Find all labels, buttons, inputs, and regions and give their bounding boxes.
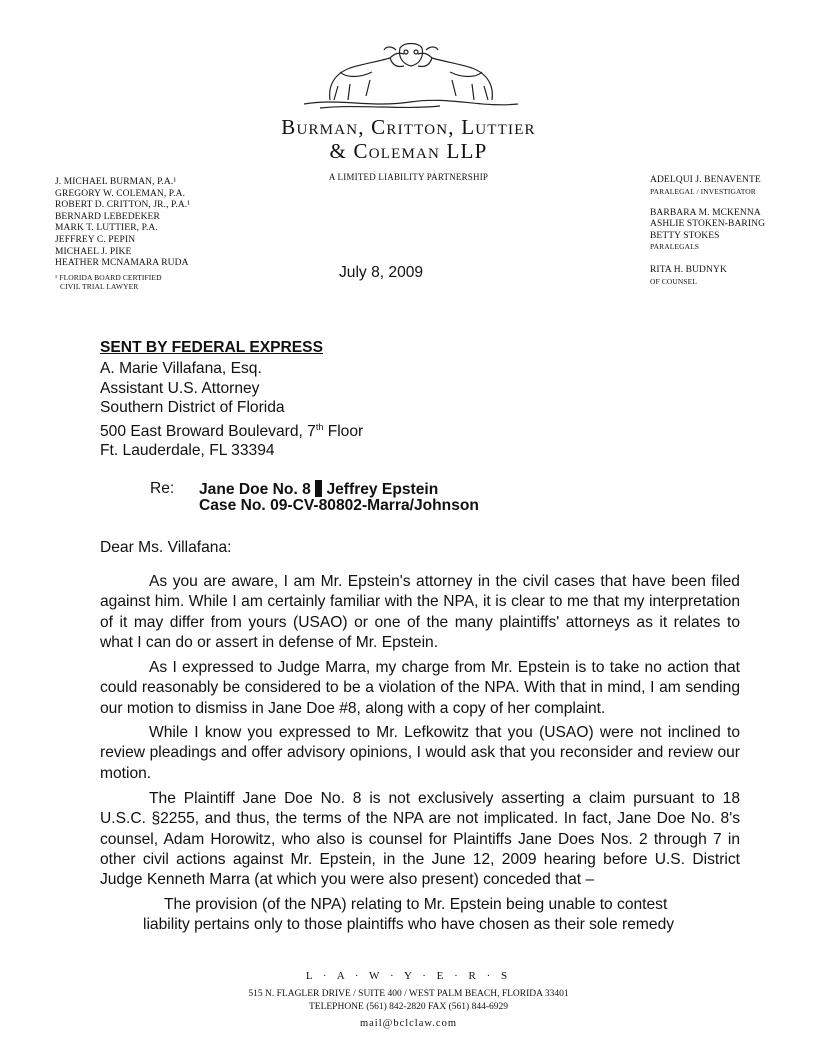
re-label: Re: bbox=[150, 480, 175, 497]
delivery-method: SENT BY FEDERAL EXPRESS bbox=[100, 339, 323, 356]
re-line-2: Case No. 09-CV-80802-Marra/Johnson bbox=[199, 497, 479, 514]
recipient-title: Assistant U.S. Attorney bbox=[100, 379, 260, 397]
footer-address: 515 N. FLAGLER DRIVE / SUITE 400 / WEST PALM BEACH, FLORIDA 33401 bbox=[248, 989, 569, 999]
board-note: CIVIL TRIAL LAWYER bbox=[60, 281, 139, 291]
attorney-name: GREGORY W. COLEMAN, P.A. bbox=[55, 188, 186, 199]
footer-email: mail@bclclaw.com bbox=[359, 1018, 457, 1029]
logo-bulls-icon bbox=[300, 38, 522, 112]
staff-name: BARBARA M. MCKENNA bbox=[650, 207, 761, 218]
attorney-name: MARK T. LUTTIER, P.A. bbox=[55, 223, 158, 234]
footer-phone: TELEPHONE (561) 842-2820 FAX (561) 844-6929 bbox=[308, 1002, 509, 1012]
staff-name: ASHLIE STOKEN-BARING bbox=[650, 219, 766, 230]
attorney-name: HEATHER MCNAMARA RUDA bbox=[55, 258, 189, 269]
recipient-street: 500 East Broward Boulevard, 7th Floor bbox=[100, 421, 364, 440]
letterhead-footer bbox=[0, 970, 817, 1029]
letter-date: July 8, 2009 bbox=[339, 264, 424, 281]
attorney-name: ROBERT D. CRITTON, JR., P.A.¹ bbox=[55, 200, 191, 211]
recipient-city: Ft. Lauderdale, FL 33394 bbox=[100, 442, 275, 460]
firm-name-line2: & Coleman LLP bbox=[329, 139, 488, 163]
staff-role: PARALEGALS bbox=[650, 242, 700, 252]
staff-name: RITA H. BUDNYK bbox=[650, 265, 727, 276]
quote-line: The provision (of the NPA) relating to Mr. Epstein being unable to contest bbox=[164, 896, 668, 913]
staff-list bbox=[650, 175, 765, 287]
salutation: Dear Ms. Villafana: bbox=[100, 539, 232, 556]
body-paragraph-4: The Plaintiff Jane Doe No. 8 is not exclusively asserting a claim pursuant to 18 U.S.C. §2255, and thus, the terms of the NPA are not implicated. In fact, Jane Doe No. 8's counsel, Adam Horowitz, who also is counsel for Plaintiffs Jane Does Nos. 2 through 7 in other civil actions against Mr. Epstein, in the June 12, 2009 hearing before U.S. District Judge Kenneth Marra (at which you were also present) conceded that – bbox=[100, 790, 740, 889]
body-paragraph-3: While I know you expressed to Mr. Lefkowitz that you (USAO) were not inclined to review pleadings and offer advisory opinions, I would ask that you reconsider and review our motion. bbox=[100, 724, 740, 782]
recipient-name: A. Marie Villafana, Esq. bbox=[100, 360, 262, 377]
attorney-list bbox=[55, 177, 190, 291]
firm-subtitle: A LIMITED LIABILITY PARTNERSHIP bbox=[328, 172, 489, 182]
recipient-address bbox=[100, 359, 363, 461]
attorney-name: BERNARD LEBEDEKER bbox=[55, 211, 160, 222]
footer-lawyers: L · A · W · Y · E · R · S bbox=[305, 970, 512, 982]
recipient-office: Southern District of Florida bbox=[100, 399, 285, 416]
staff-name: BETTY STOKES bbox=[650, 230, 720, 241]
body-paragraph-1: As you are aware, I am Mr. Epstein's attorney in the civil cases that have been filed against him. While I am certainly familiar with the NPA, it is clear to me that my interpretation of it may differ from yours (USAO) or one of the many plaintiffs' attorneys as it relates to what I can do or assert in defense of Mr. Epstein. bbox=[100, 573, 740, 651]
quote-line: liability pertains only to those plaintiffs who have chosen as their sole remedy bbox=[143, 916, 675, 933]
re-line-1: Jane Doe No. 8 Jeffrey Epstein bbox=[199, 481, 439, 498]
attorney-name: MICHAEL J. PIKE bbox=[55, 246, 132, 257]
body-paragraph-2: As I expressed to Judge Marra, my charge from Mr. Epstein is to take no action that could reasonably be considered to be a violation of the NPA. With that in mind, I am sending our motion to dismiss in Jane Doe #8, along with a copy of her complaint. bbox=[100, 659, 740, 717]
staff-role: OF COUNSEL bbox=[650, 276, 698, 286]
attorney-name: JEFFREY C. PEPIN bbox=[55, 234, 136, 245]
firm-name-line1: Burman, Critton, Luttier bbox=[281, 115, 536, 139]
block-quote bbox=[143, 895, 674, 935]
attorney-name: J. MICHAEL BURMAN, P.A.¹ bbox=[55, 177, 177, 187]
staff-role: PARALEGAL / INVESTIGATOR bbox=[650, 186, 756, 196]
staff-name: ADELQUI J. BENAVENTE bbox=[650, 175, 761, 185]
board-note: ¹ FLORIDA BOARD CERTIFIED bbox=[55, 272, 162, 282]
